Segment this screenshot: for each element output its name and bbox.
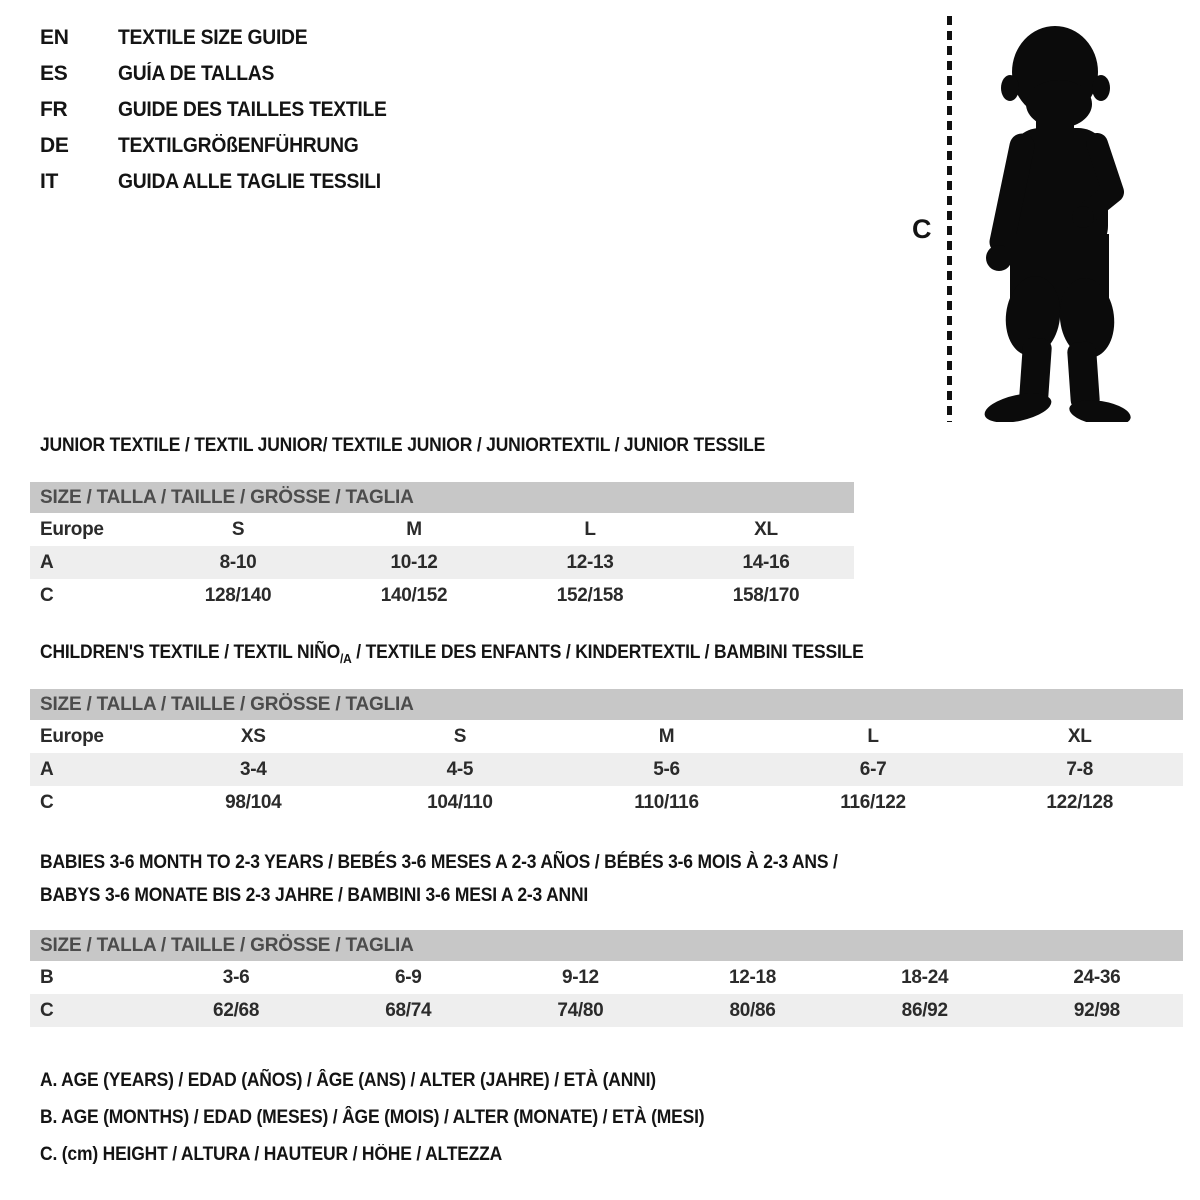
children-section-title xyxy=(40,642,864,666)
table-cell: 104/110 xyxy=(427,791,493,813)
language-code: ES xyxy=(40,62,68,85)
junior-section-title: JUNIOR TEXTILE / TEXTIL JUNIOR/ TEXTILE JUNIOR / JUNIORTEXTIL / JUNIOR TESSILE xyxy=(40,435,766,456)
table-cell: 24-36 xyxy=(1073,966,1121,988)
row-label-cell: C xyxy=(40,791,54,813)
language-title: GUIDA ALLE TAGLIE TESSILI xyxy=(118,170,381,193)
language-row xyxy=(40,56,410,92)
babies-title-line1: BABIES 3-6 MONTH TO 2-3 YEARS / BEBÉS 3-6 MESES A 2-3 AÑOS / BÉBÉS 3-6 MOIS À 2-3 ANS / xyxy=(40,852,838,873)
baby-silhouette-image xyxy=(966,20,1148,422)
legend-age-months: B. AGE (MONTHS) / EDAD (MESES) / ÂGE (MOIS) / ALTER (MONATE) / ETÀ (MESI) xyxy=(40,1107,705,1128)
table-cell: 74/80 xyxy=(557,999,604,1021)
table-cell: 158/170 xyxy=(732,584,800,606)
children-title-sub: /A xyxy=(339,650,352,666)
table-row xyxy=(30,579,854,612)
toddler-silhouette-shape xyxy=(982,26,1132,422)
table-row xyxy=(30,546,854,579)
table-row xyxy=(30,786,1183,819)
table-cell: 10-12 xyxy=(390,551,438,573)
language-row xyxy=(40,92,410,128)
table-cell: 86/92 xyxy=(901,999,948,1021)
row-label-cell: A xyxy=(40,758,54,780)
table-row xyxy=(30,994,1183,1027)
table-row xyxy=(30,753,1183,786)
junior-table-grid xyxy=(30,513,854,612)
table-cell: 62/68 xyxy=(213,999,260,1021)
table-cell: 110/116 xyxy=(634,791,699,813)
table-cell: S xyxy=(231,518,245,540)
babies-size-table xyxy=(30,930,1183,1027)
table-cell: 6-7 xyxy=(859,758,887,780)
table-cell: L xyxy=(867,725,879,747)
table-cell: 98/104 xyxy=(225,791,282,813)
babies-title-line2: BABYS 3-6 MONATE BIS 2-3 JAHRE / BAMBINI 3-6 MESI A 2-3 ANNI xyxy=(40,885,589,906)
table-cell: XS xyxy=(240,725,266,747)
table-row xyxy=(30,513,854,546)
table-cell: 8-10 xyxy=(219,551,257,573)
language-code: DE xyxy=(40,134,69,157)
table-cell: 122/128 xyxy=(1046,791,1113,813)
language-title: TEXTILE SIZE GUIDE xyxy=(118,26,308,49)
table-row xyxy=(30,720,1183,753)
table-cell: XL xyxy=(1067,725,1092,747)
table-cell: 12-18 xyxy=(728,966,777,988)
language-row xyxy=(40,20,410,56)
table-cell: XL xyxy=(754,518,778,540)
table-cell: 18-24 xyxy=(901,966,949,988)
row-label-cell: A xyxy=(40,551,54,573)
table-cell: 3-4 xyxy=(240,758,267,780)
language-title: GUÍA DE TALLAS xyxy=(118,62,275,85)
row-label-cell: B xyxy=(40,966,54,988)
table-cell: 3-6 xyxy=(222,966,250,988)
measurement-legend xyxy=(40,1062,762,1173)
row-label-cell: Europe xyxy=(40,725,104,747)
table-cell: S xyxy=(453,725,467,747)
table-cell: L xyxy=(584,518,596,540)
table-cell: 80/86 xyxy=(729,999,776,1021)
table-cell: 6-9 xyxy=(394,966,422,988)
height-measure-label: C xyxy=(912,214,932,244)
table-cell: 12-13 xyxy=(566,551,614,573)
children-size-table xyxy=(30,689,1183,819)
table-cell: 9-12 xyxy=(561,966,599,988)
children-table-grid xyxy=(30,720,1183,819)
babies-section-title xyxy=(40,846,838,912)
children-title-text: / TEXTILE DES ENFANTS / KINDERTEXTIL / BAMBINI TESSILE xyxy=(351,642,864,663)
row-label-cell: C xyxy=(40,999,54,1021)
language-title: TEXTILGRÖßENFÜHRUNG xyxy=(118,134,359,157)
table-cell: M xyxy=(658,725,675,747)
language-row xyxy=(40,164,410,200)
table-cell: 7-8 xyxy=(1066,758,1093,780)
junior-table-header: SIZE / TALLA / TAILLE / GRÖSSE / TAGLIA xyxy=(30,482,854,513)
language-code: FR xyxy=(40,98,68,121)
table-row xyxy=(30,961,1183,994)
table-cell: 152/158 xyxy=(556,584,624,606)
table-cell: 14-16 xyxy=(742,551,790,573)
legend-height-cm: C. (cm) HEIGHT / ALTURA / HAUTEUR / HÖHE / ALTEZZA xyxy=(40,1144,503,1165)
table-cell: 140/152 xyxy=(380,584,448,606)
table-cell: 5-6 xyxy=(653,758,680,780)
row-label-cell: C xyxy=(40,584,54,606)
children-title-text: CHILDREN'S TEXTILE / TEXTIL NIÑO xyxy=(40,642,340,663)
children-table-header: SIZE / TALLA / TAILLE / GRÖSSE / TAGLIA xyxy=(30,689,1183,720)
junior-size-table xyxy=(30,482,854,612)
language-title-list xyxy=(40,20,410,200)
table-cell: 92/98 xyxy=(1073,999,1120,1021)
table-cell: M xyxy=(406,518,422,540)
babies-table-grid xyxy=(30,961,1183,1027)
language-code: EN xyxy=(40,26,69,49)
language-code: IT xyxy=(40,170,59,193)
legend-age-years: A. AGE (YEARS) / EDAD (AÑOS) / ÂGE (ANS) / ALTER (JAHRE) / ETÀ (ANNI) xyxy=(40,1070,656,1091)
babies-table-header: SIZE / TALLA / TAILLE / GRÖSSE / TAGLIA xyxy=(30,930,1183,961)
table-cell: 68/74 xyxy=(385,999,432,1021)
table-cell: 128/140 xyxy=(204,584,272,606)
language-row xyxy=(40,128,410,164)
table-cell: 4-5 xyxy=(446,758,474,780)
table-cell: 116/122 xyxy=(840,791,906,813)
language-title: GUIDE DES TAILLES TEXTILE xyxy=(118,98,387,121)
height-measure-dashed-line xyxy=(947,16,952,422)
row-label-cell: Europe xyxy=(40,518,104,540)
